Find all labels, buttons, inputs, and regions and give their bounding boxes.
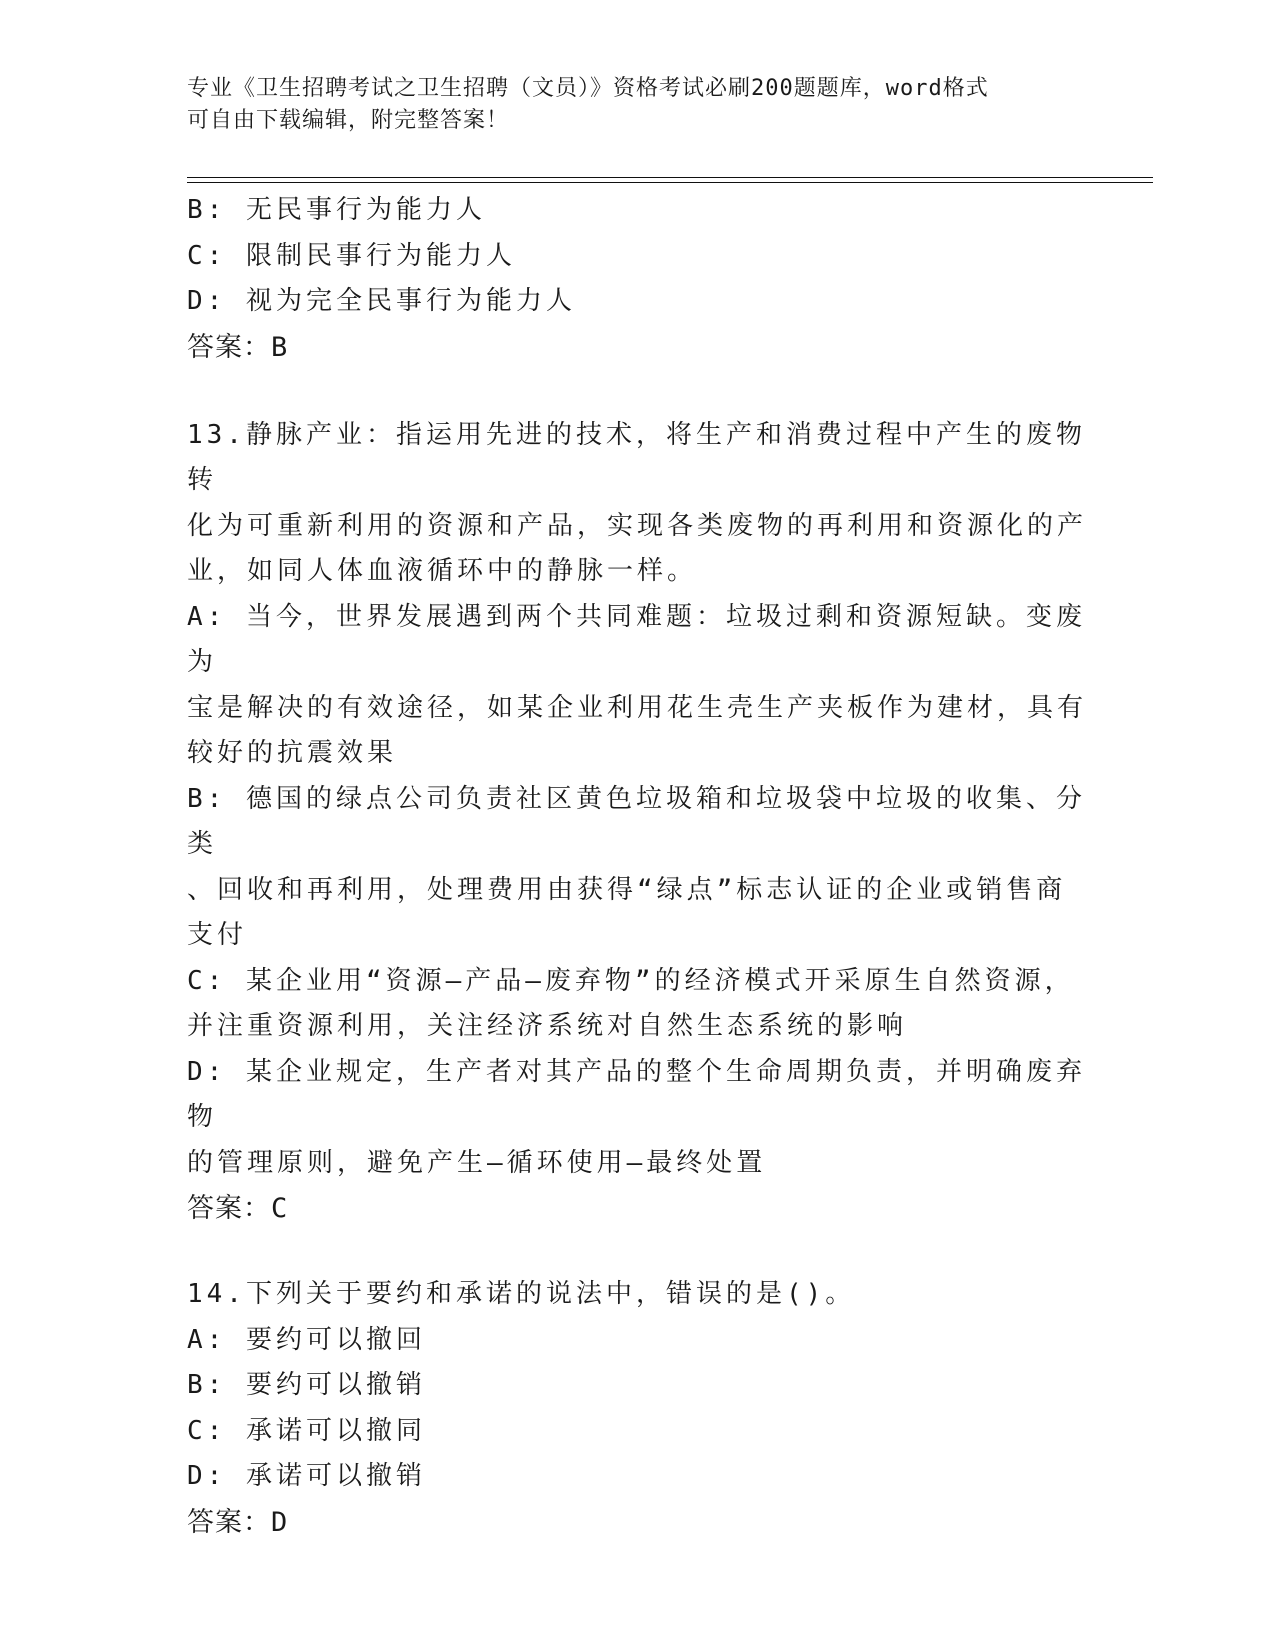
header-title-line-2: 可自由下载编辑，附完整答案！ xyxy=(187,108,510,133)
q12-answer: 答案：B xyxy=(187,331,289,363)
q13-stem-line-3: 业，如同人体血液循环中的静脉一样。 xyxy=(187,556,698,586)
q13-option-a-line-2: 宝是解决的有效途径，如某企业利用花生壳生产夹板作为建材，具有 xyxy=(187,692,1088,723)
header-divider-top xyxy=(187,177,1153,178)
q13-option-d-line-1: D: 某企业规定，生产者对其产品的整个生命周期负责，并明确废弃物 xyxy=(187,1056,1086,1132)
q13-option-c-line-1: C: 某企业用“资源—产品—废弃物”的经济模式开采原生自然资源， xyxy=(187,965,1075,996)
header-title-line-1: 专业《卫生招聘考试之卫生招聘（文员）》资格考试必刷200题题库，word格式 xyxy=(187,76,989,101)
q14-option-b: B: 要约可以撤销 xyxy=(187,1370,426,1400)
question-12 xyxy=(187,188,1087,371)
q13-stem-line-2: 化为可重新利用的资源和产品，实现各类废物的再利用和资源化的产 xyxy=(187,510,1088,541)
q12-option-b: B: 无民事行为能力人 xyxy=(187,195,486,225)
question-spacer xyxy=(187,1232,1087,1272)
header-divider-bottom xyxy=(187,182,1153,183)
q14-answer: 答案：D xyxy=(187,1506,289,1538)
document-body xyxy=(187,188,1087,1546)
q13-option-b-line-1: B: 德国的绿点公司负责社区黄色垃圾箱和垃圾袋中垃圾的收集、分类 xyxy=(187,783,1086,859)
document-header xyxy=(187,73,1067,137)
q13-option-a-line-3: 较好的抗震效果 xyxy=(187,738,398,768)
question-13 xyxy=(187,413,1087,1233)
q13-option-a-line-1: A: 当今，世界发展遇到两个共同难题：垃圾过剩和资源短缺。变废为 xyxy=(187,601,1086,677)
question-spacer xyxy=(187,371,1087,413)
q14-option-c: C: 承诺可以撤同 xyxy=(187,1415,426,1446)
q13-answer: 答案：C xyxy=(187,1193,289,1224)
q12-option-d: D: 视为完全民事行为能力人 xyxy=(187,286,576,316)
q12-option-c: C: 限制民事行为能力人 xyxy=(187,240,516,271)
q13-option-c-line-2: 并注重资源利用，关注经济系统对自然生态系统的影响 xyxy=(187,1011,908,1041)
question-14 xyxy=(187,1272,1087,1546)
q14-stem: 14.下列关于要约和承诺的说法中，错误的是()。 xyxy=(187,1279,856,1309)
q14-option-d: D: 承诺可以撤销 xyxy=(187,1461,426,1491)
q13-option-b-line-3: 支付 xyxy=(187,920,248,950)
q13-option-b-line-2: 、回收和再利用，处理费用由获得“绿点”标志认证的企业或销售商 xyxy=(187,874,1067,905)
q13-option-d-line-2: 的管理原则，避免产生—循环使用—最终处置 xyxy=(187,1147,767,1178)
q14-option-a: A: 要约可以撤回 xyxy=(187,1324,426,1355)
q13-stem-line-1: 13.静脉产业：指运用先进的技术，将生产和消费过程中产生的废物转 xyxy=(187,419,1086,495)
